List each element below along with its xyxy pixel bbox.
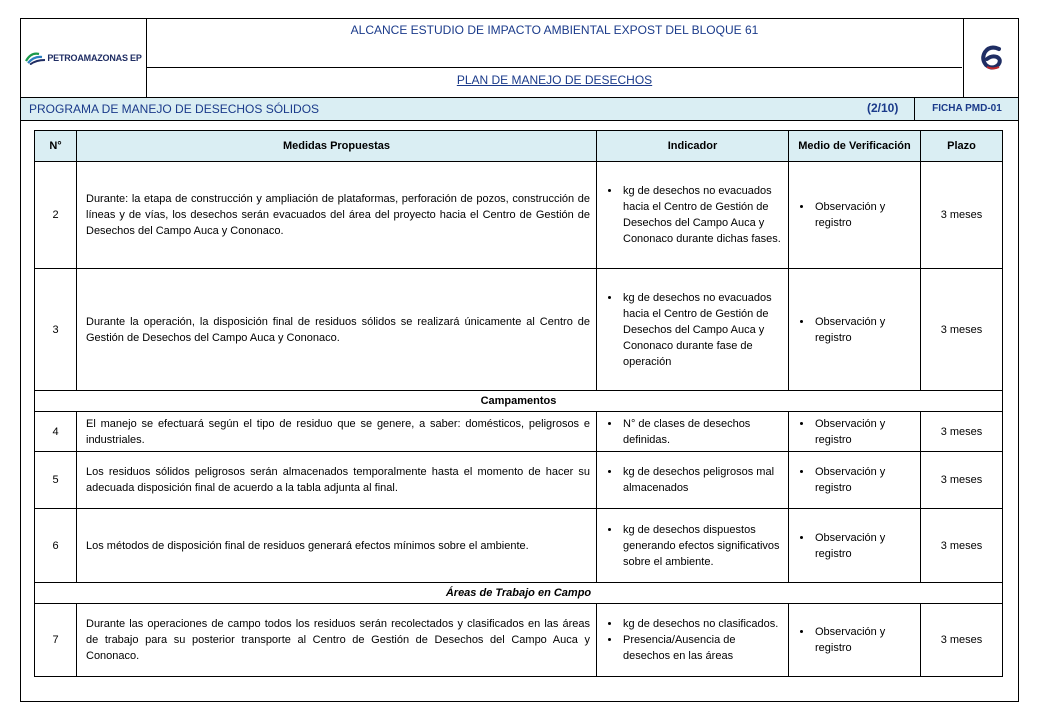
verification-item: • Observación y registro <box>813 464 916 496</box>
row-deadline: 3 meses <box>921 452 1003 509</box>
row-indicator <box>597 604 789 677</box>
row-description: Los métodos de disposición final de residuos generará efectos mínimos sobre el ambiente. <box>77 509 597 583</box>
document-title: ALCANCE ESTUDIO DE IMPACTO AMBIENTAL EXPOST DEL BLOQUE 61 <box>147 19 962 68</box>
row-deadline: 3 meses <box>921 412 1003 452</box>
row-number: 7 <box>35 604 77 677</box>
header-medidas: Medidas Propuestas <box>77 131 597 162</box>
row-indicator <box>597 162 789 269</box>
section-areas-trabajo: Áreas de Trabajo en Campo <box>35 583 1003 604</box>
ficha-code: FICHA PMD-01 <box>914 98 1019 120</box>
section-row <box>35 583 1003 604</box>
verification-item: • Observación y registro <box>813 199 916 231</box>
row-number: 3 <box>35 269 77 391</box>
row-number: 6 <box>35 509 77 583</box>
row-verification <box>789 452 921 509</box>
verification-item: • Observación y registro <box>813 416 916 448</box>
table-header-row <box>35 131 1003 162</box>
row-deadline: 3 meses <box>921 604 1003 677</box>
petroamazonas-logo-icon <box>25 51 47 65</box>
row-deadline: 3 meses <box>921 509 1003 583</box>
row-description: Durante la operación, la disposición final de residuos sólidos se realizará únicamente al Centro de Gestión de Desechos del Campo Auca y Cononaco. <box>77 269 597 391</box>
measures-table <box>34 130 1003 677</box>
document-header <box>21 19 1018 98</box>
row-verification <box>789 162 921 269</box>
row-indicator <box>597 412 789 452</box>
indicator-item: • N° de clases de desechos definidas. <box>621 416 784 448</box>
verification-item: • Observación y registro <box>813 530 916 562</box>
indicator-item: • kg de desechos no clasificados. <box>621 616 784 632</box>
corner-logo <box>963 19 1019 97</box>
row-description: Durante las operaciones de campo todos los residuos serán recolectados y clasificados en las áreas de trabajo para su posterior transporte al Centro de Gestión de Desechos del Campo Auca y Cononaco. <box>77 604 597 677</box>
header-medio: Medio de Verificación <box>789 131 921 162</box>
table-row <box>35 604 1003 677</box>
section-campamentos: Campamentos <box>35 391 1003 412</box>
section-row <box>35 391 1003 412</box>
table-row <box>35 412 1003 452</box>
row-number: 5 <box>35 452 77 509</box>
indicator-item: • kg de desechos dispuestos generando efectos significativos sobre el ambiente. <box>621 522 784 570</box>
row-verification <box>789 509 921 583</box>
indicator-item: • Presencia/Ausencia de desechos en las áreas <box>621 632 784 664</box>
row-indicator <box>597 269 789 391</box>
row-description: Durante: la etapa de construcción y ampliación de plataformas, perforación de pozos, construcción de líneas y de vías, los desechos serán evacuados del área del proyecto hacia el Centro de Gestión de Desechos del Campo Auca y Cononaco. <box>77 162 597 269</box>
table-row <box>35 162 1003 269</box>
verification-item: • Observación y registro <box>813 624 916 656</box>
program-title: PROGRAMA DE MANEJO DE DESECHOS SÓLIDOS <box>29 102 320 116</box>
row-indicator <box>597 509 789 583</box>
indicator-item: • kg de desechos no evacuados hacia el Centro de Gestión de Desechos del Campo Auca y Cononaco durante dichas fases. <box>621 183 784 247</box>
header-num: N° <box>35 131 77 162</box>
table-row <box>35 269 1003 391</box>
header-plazo: Plazo <box>921 131 1003 162</box>
row-number: 2 <box>35 162 77 269</box>
company-logo <box>21 19 147 97</box>
row-description: Los residuos sólidos peligrosos serán almacenados temporalmente hasta el momento de hacer su adecuada disposición final de acuerdo a la tabla adjunta al final. <box>77 452 597 509</box>
row-number: 4 <box>35 412 77 452</box>
row-verification <box>789 412 921 452</box>
row-verification <box>789 604 921 677</box>
page-indicator: (2/10) <box>867 101 899 115</box>
logo-text: PETROAMAZONAS EP <box>47 53 142 63</box>
indicator-item: • kg de desechos no evacuados hacia el Centro de Gestión de Desechos del Campo Auca y Cononaco durante fase de operación <box>621 290 784 370</box>
document-subtitle: PLAN DE MANEJO DE DESECHOS <box>456 73 653 87</box>
table-row <box>35 509 1003 583</box>
row-indicator <box>597 452 789 509</box>
consultant-logo-icon <box>977 43 1007 73</box>
verification-item: • Observación y registro <box>813 314 916 346</box>
indicator-item: • kg de desechos peligrosos mal almacenados <box>621 464 784 496</box>
row-deadline: 3 meses <box>921 162 1003 269</box>
program-bar <box>21 98 1018 121</box>
table-row <box>35 452 1003 509</box>
row-verification <box>789 269 921 391</box>
row-description: El manejo se efectuará según el tipo de residuo que se genere, a saber: domésticos, peligrosos e industriales. <box>77 412 597 452</box>
header-indicador: Indicador <box>597 131 789 162</box>
row-deadline: 3 meses <box>921 269 1003 391</box>
